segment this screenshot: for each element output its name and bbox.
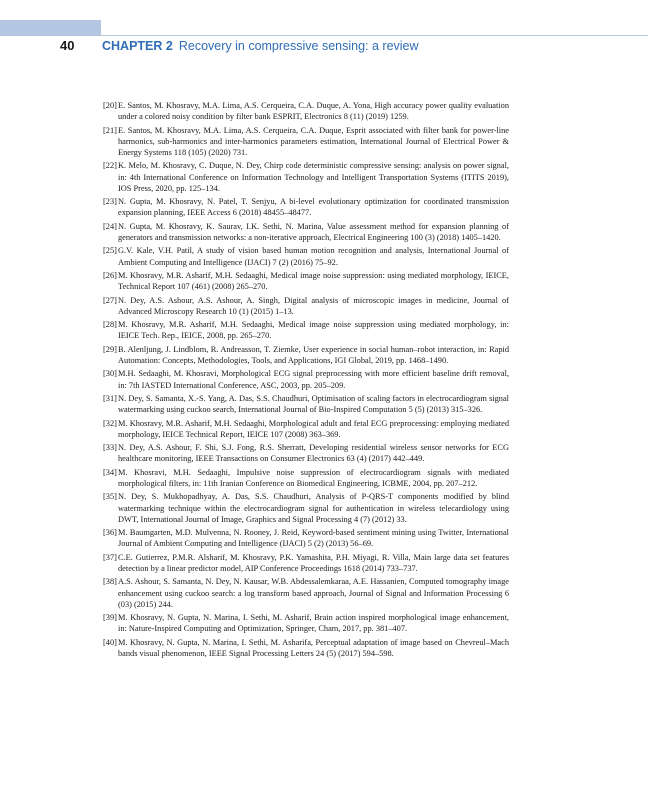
reference-number: [27] (103, 295, 117, 305)
reference-item (103, 527, 509, 549)
reference-number: [29] (103, 344, 117, 354)
reference-item (103, 196, 509, 218)
reference-text: G.V. Kale, V.H. Patil, A study of vision based human motion recognition and analysis, International Journal of Ambient Computing and Intelligence (IJACI) 7 (2) (2016) 75–92. (118, 246, 509, 267)
reference-text: E. Santos, M. Khosravy, M.A. Lima, A.S. Cerqueira, C.A. Duque, A. Yona, High accuracy power quality evaluation under a colored noisy condition by filter bank ESPRIT, Electronics 8 (11) (2019) 1259. (118, 101, 509, 122)
reference-text: M.H. Sedaaghi, M. Khosravi, Morphological ECG signal preprocessing with more efficient baseline drift removal, in: 7th IASTED International Conference, ASC, 2003, pp. 205–209. (118, 369, 509, 390)
reference-item (103, 295, 509, 317)
reference-text: N. Gupta, M. Khosravy, K. Saurav, I.K. Sethi, N. Marina, Value assessment method for expansion planning of generators and transmission networks: a non-iterative approach, Electrical Engineering 100 (3) (2018) 1405–1420. (118, 221, 509, 242)
reference-item (103, 245, 509, 267)
reference-number: [40] (103, 637, 117, 647)
reference-number: [30] (103, 369, 117, 379)
reference-number: [33] (103, 443, 117, 453)
chapter-label: CHAPTER 2 (102, 39, 173, 53)
reference-text: B. Alenljung, J. Lindblom, R. Andreasson, T. Ziemke, User experience in social human–robot interaction, in: Rapid Automation: Concepts, Methodologies, Tools, and Applications, IGI Global, 2019, pp. 1468–1490. (118, 344, 509, 365)
reference-item (103, 221, 509, 243)
reference-item (103, 100, 509, 122)
reference-text: M. Khosravy, M.R. Asharif, M.H. Sedaaghi, Medical image noise suppression using mediated morphology, in: IEICE Tech. Rep., IEICE, 2008, pp. 265–270. (118, 320, 509, 341)
reference-text: A.S. Ashour, S. Samanta, N. Dey, N. Kausar, W.B. Abdessalemkaraa, A.E. Hassanien, Computed tomography image enhancement using cuckoo search: a log transform based approach, Journal of Signal and Information Processing 6 (03) (2015) 244. (118, 577, 509, 609)
reference-item (103, 393, 509, 415)
reference-text: K. Melo, M. Khosravy, C. Duque, N. Dey, Chirp code deterministic compressive sensing: analysis on power signal, in: 4th International Conference on Information Technology and Intelligent Transportation Systems (ITITS 2019), IOS Press, 2020, pp. 125–134. (118, 161, 509, 193)
reference-text: M. Khosravy, M.R. Asharif, M.H. Sedaaghi, Medical image noise suppression: using mediated morphology, IEICE, Technical Report 107 (461) (2008) 265–270. (118, 270, 509, 292)
reference-item (103, 418, 509, 440)
reference-number: [25] (103, 246, 117, 256)
reference-number: [31] (103, 393, 117, 403)
reference-number: [35] (103, 492, 117, 502)
reference-item (103, 442, 509, 464)
reference-number: [24] (103, 221, 117, 231)
reference-number: [38] (103, 577, 117, 587)
reference-text: N. Dey, A.S. Ashour, F. Shi, S.J. Fong, R.S. Sherratt, Developing residential wireless sensor networks for ECG healthcare monitoring, IEEE Transactions on Consumer Electronics 63 (4) (2017) 442–449. (118, 443, 509, 464)
reference-item (103, 637, 509, 659)
reference-number: [22] (103, 161, 117, 171)
reference-number: [32] (103, 418, 117, 428)
reference-item (103, 368, 509, 390)
header-rule (101, 35, 648, 36)
reference-number: [20] (103, 101, 117, 110)
reference-number: [36] (103, 528, 117, 538)
header-accent-bar (0, 20, 101, 36)
reference-item (103, 576, 509, 610)
reference-text: N. Dey, S. Mukhopadhyay, A. Das, S.S. Chaudhuri, Analysis of P-QRS-T components modified by blind watermarking technique within the electrocardiogram signal for authentication in wireless telecardiology using DWT, International Journal of Image, Graphics and Signal Processing 4 (7) (2012) 33. (118, 492, 509, 524)
reference-text: M. Khosravy, N. Gupta, N. Marina, I. Sethi, M. Asharif, Brain action inspired morphological image enhancement, in: Nature-Inspired Computing and Optimization, Springer, Cham, 2017, pp. 381–407. (118, 613, 509, 634)
reference-text: N. Dey, A.S. Ashour, A.S. Ashour, A. Singh, Digital analysis of microscopic images in medicine, Journal of Advanced Microscopy Research 10 (1) (2015) 1–13. (118, 295, 509, 316)
reference-number: [28] (103, 320, 117, 330)
reference-text: C.E. Gutierrez, P.M.R. Alsharif, M. Khosravy, P.K. Yamashita, P.H. Miyagi, R. Villa, Main large data set features detection by a linear predictor model, AIP Conference Proceedings 1618 (2014) 733–737. (118, 552, 509, 573)
reference-item (103, 319, 509, 341)
reference-text: N. Dey, S. Samanta, X.-S. Yang, A. Das, S.S. Chaudhuri, Optimisation of scaling factors in electrocardiogram signal watermarking using cuckoo search, International Journal of Bio-Inspired Computation 5 (5) (2013) 315–326. (118, 393, 509, 415)
reference-number: [39] (103, 613, 117, 623)
reference-item (103, 467, 509, 489)
reference-text: N. Gupta, M. Khosravy, N. Patel, T. Senjyu, A bi-level evolutionary optimization for coordinated transmission expansion planning, IEEE Access 6 (2018) 48455–48477. (118, 197, 509, 218)
reference-item (103, 160, 509, 194)
chapter-title: Recovery in compressive sensing: a review (178, 39, 419, 53)
reference-number: [26] (103, 270, 117, 280)
reference-text: E. Santos, M. Khosravy, M.A. Lima, A.S. Cerqueira, C.A. Duque, Esprit associated with filter bank for power-line harmonics, sub-harmonics and inter-harmonics parameters estimation, International Journal of Electrical Power & Energy Systems 118 (105) (2020) 731. (118, 125, 509, 157)
reference-number: [37] (103, 552, 117, 562)
reference-text: M. Khosravy, M.R. Asharif, M.H. Sedaaghi, Morphological adult and fetal ECG preprocessing: employing mediated morphology, IEICE Technical Report, IEICE 107 (2008) 363–369. (118, 418, 509, 439)
reference-number: [21] (103, 125, 117, 135)
reference-number: [34] (103, 467, 117, 477)
reference-item (103, 552, 509, 574)
reference-item (103, 612, 509, 634)
reference-text: M. Baumgarten, M.D. Mulvenna, N. Rooney, J. Reid, Keyword-based sentiment mining using Twitter, International Journal of Ambient Computing and Intelligence (IJACI) 5 (2) (2013) 56–69. (118, 528, 509, 549)
reference-item (103, 270, 509, 292)
reference-item (103, 344, 509, 366)
running-header (60, 38, 419, 54)
reference-text: M. Khosravy, N. Gupta, N. Marina, I. Sethi, M. Asharifa, Perceptual adaptation of image based on Chevreul–Mach bands visual phenomenon, IEEE Signal Processing Letters 24 (5) (2017) 594–598. (118, 637, 509, 658)
reference-number: [23] (103, 197, 117, 207)
reference-item (103, 491, 509, 525)
reference-item (103, 125, 509, 159)
page-number: 40 (60, 38, 75, 53)
reference-text: M. Khosravi, M.H. Sedaaghi, Impulsive noise suppression of electrocardiogram signals with mediated morphological filters, in: 11th Iranian Conference on Biomedical Engineering, ICBME, 2004, pp. 207–212. (118, 467, 509, 488)
reference-list (103, 100, 509, 661)
